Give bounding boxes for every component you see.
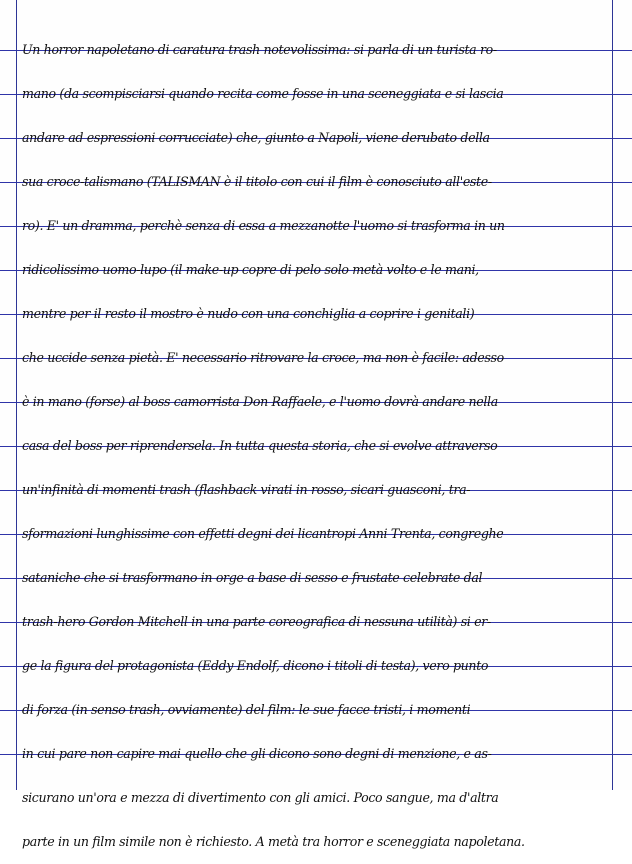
text-line: sformazioni lunghissime con effetti degni dei licantropi Anni Trenta, congreghe <box>22 526 504 541</box>
text-line: è in mano (forse) al boss camorrista Don Raffaele, e l'uomo dovrà andare nella <box>22 394 498 409</box>
text-line: sataniche che si trasformano in orge a base di sesso e frustate celebrate dal <box>22 570 483 585</box>
text-line: parte in un film simile non è richiesto. A metà tra horror e sceneggiata napoletana. <box>22 834 525 849</box>
text-line: casa del boss per riprendersela. In tutta questa storia, che si evolve attraverso <box>22 438 498 453</box>
text-line: mano (da scompisciarsi quando recita come fosse in una sceneggiata e si lascia <box>22 86 504 101</box>
text-line: un'infinità di momenti trash (flashback virati in rosso, sicari guasconi, tra- <box>22 482 471 497</box>
text-line: che uccide senza pietà. E' necessario ritrovare la croce, ma non è facile: adesso <box>22 350 504 365</box>
text-line: mentre per il resto il mostro è nudo con una conchiglia a coprire i genitali) <box>22 306 475 321</box>
text-line: sua croce-talismano (TALISMAN è il titolo con cui il film è conosciuto all'este- <box>22 174 492 189</box>
text-line: di forza (in senso trash, ovviamente) del film: le sue facce tristi, i momenti <box>22 702 471 717</box>
handwritten-text-block <box>22 28 612 864</box>
text-line: ridicolissimo uomo-lupo (il make-up copre di pelo solo metà volto e le mani, <box>22 262 479 277</box>
text-line: ge la figura del protagonista (Eddy Endolf, dicono i titoli di testa), vero punto <box>22 658 489 673</box>
text-line: andare ad espressioni corrucciate) che, giunto a Napoli, viene derubato della <box>22 130 490 145</box>
text-line: sicurano un'ora e mezza di divertimento con gli amici. Poco sangue, ma d'altra <box>22 790 499 805</box>
right-margin-rule <box>612 0 613 790</box>
text-line: trash-hero Gordon Mitchell in una parte coreografica di nessuna utilità) si er- <box>22 614 491 629</box>
left-margin-rule <box>16 0 17 790</box>
text-line: in cui pare non capire mai quello che gli dicono sono degni di menzione, e as- <box>22 746 492 761</box>
text-line: Un horror napoletano di caratura trash notevolissima: si parla di un turista ro- <box>22 42 497 57</box>
text-line: ro). E' un dramma, perchè senza di essa a mezzanotte l'uomo si trasforma in un <box>22 218 505 233</box>
